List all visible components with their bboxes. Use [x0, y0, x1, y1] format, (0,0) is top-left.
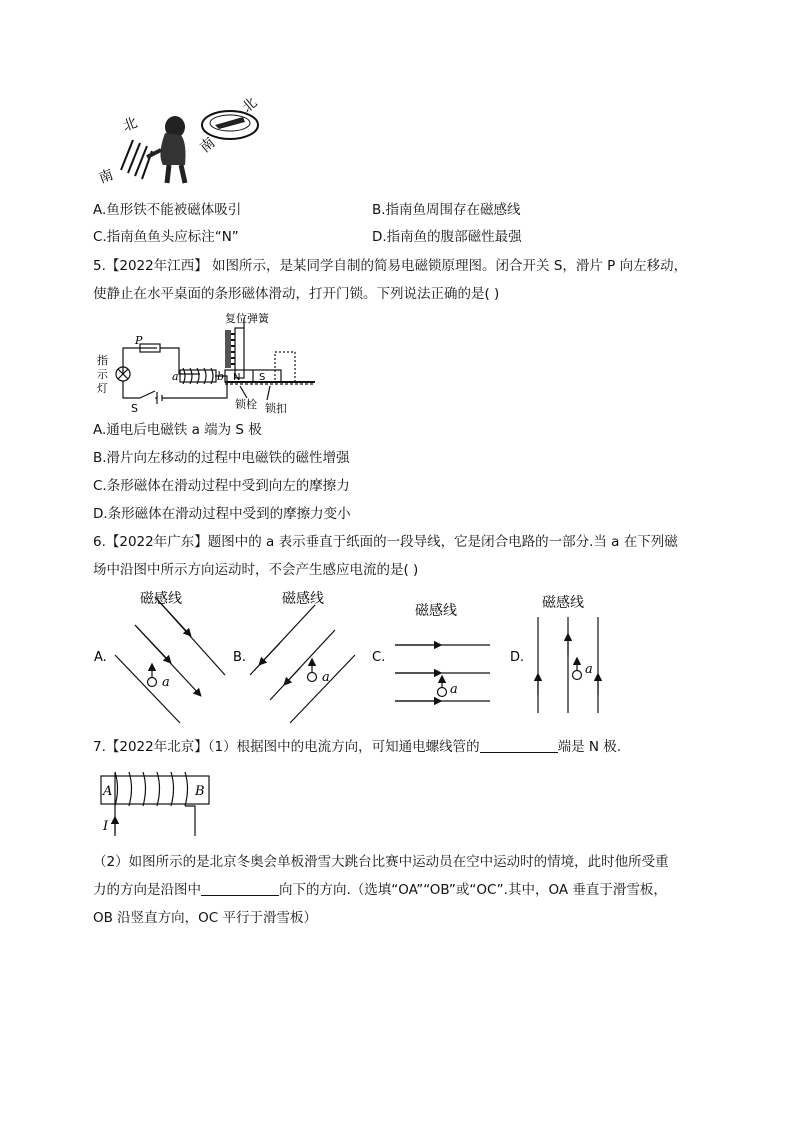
- solenoid-end-a: A: [103, 784, 113, 799]
- panel-d: [510, 594, 598, 713]
- q7-part2-line1: （2）如图所示的是北京冬奥会单板滑雪大跳台比赛中运动员在空中运动时的情境，此时他所受重: [93, 854, 669, 870]
- lamp-label-2: 示: [97, 368, 108, 381]
- q4-option-a: A.鱼形铁不能被磁体吸引: [93, 202, 242, 218]
- panel-d-title: 磁感线: [542, 595, 584, 611]
- q5-stem-line1: 5.【2022年江西】 如图所示，是某同学自制的简易电磁锁原理图。闭合开关 S，滑片 P 向左移动，: [93, 258, 688, 274]
- q7-part2-line3: OB 沿竖直方向，OC 平行于滑雪板）: [93, 910, 318, 926]
- coil-end-a-label: a: [172, 370, 179, 383]
- latch-label: 锁扣: [265, 402, 287, 414]
- panel-b: [233, 590, 355, 723]
- person-illustration: [147, 116, 186, 183]
- south-label-left: 南: [96, 166, 116, 187]
- panel-a-letter: A.: [94, 650, 107, 665]
- panel-b-title: 磁感线: [282, 591, 324, 607]
- q7-part2-text-b: 向下的方向.（选填“OA”“OB”或“OC”.其中，OA 垂直于滑雪板，: [279, 882, 667, 898]
- panel-c: [372, 602, 490, 701]
- q4-option-d: D.指南鱼的腹部磁性最强: [372, 229, 522, 245]
- wire-a-panel-d: [573, 671, 582, 680]
- wire-a-label-panel-b: a: [322, 670, 330, 685]
- magnetic-field-options-figure: [90, 585, 630, 725]
- q5-option-d: D.条形磁体在滑动过程中受到的摩擦力变小: [93, 506, 351, 522]
- switch-s: [140, 391, 155, 398]
- compass-fish-figure: [95, 95, 285, 190]
- q7-part2-text-a: 力的方向是沿图中: [93, 882, 201, 898]
- panel-b-letter: B.: [233, 650, 247, 665]
- wire-a-label-panel-a: a: [162, 675, 170, 690]
- magnet-s-label: S: [259, 372, 266, 383]
- q4-option-b: B.指南鱼周围存在磁感线: [372, 202, 521, 218]
- solenoid-diagram: [95, 768, 220, 840]
- q6-stem-line2: 场中沿图中所示方向运动时，不会产生感应电流的是( ): [93, 562, 419, 578]
- q7-answer-blank-1[interactable]: [480, 738, 558, 753]
- magnet-n-label: N: [233, 372, 241, 383]
- switch-s-label: S: [131, 402, 138, 414]
- north-label-right: 北: [239, 95, 261, 117]
- q5-stem-line2: 使静止在水平桌面的条形磁体滑动，打开门锁。下列说法正确的是( ): [93, 286, 500, 302]
- panel-d-letter: D.: [510, 650, 525, 665]
- lamp-label-1: 指: [97, 354, 108, 367]
- current-label-i: I: [103, 819, 109, 834]
- wire-a-label-panel-c: a: [450, 682, 458, 697]
- latch: [275, 352, 295, 382]
- electromagnetic-lock-diagram: [95, 308, 325, 414]
- south-label-right: 南: [197, 134, 219, 157]
- q7-part2-line2: [93, 880, 667, 900]
- panel-a: [94, 590, 225, 723]
- wire-a-panel-b: [308, 673, 317, 682]
- q5-option-a: A.通电后电磁铁 a 端为 S 极: [93, 422, 262, 438]
- wire-a-panel-a: [148, 678, 157, 687]
- q5-option-b: B.滑片向左移动的过程中电磁铁的磁性增强: [93, 450, 350, 466]
- north-label-left: 北: [120, 114, 140, 135]
- q7-answer-blank-2[interactable]: [201, 881, 279, 896]
- q7-part1-text-a: 7.【2022年北京】（1）根据图中的电流方向，可知通电螺线管的: [93, 739, 480, 755]
- solenoid-end-b: B: [195, 784, 205, 799]
- slider-p-label: P: [135, 334, 143, 347]
- panel-c-title: 磁感线: [415, 603, 457, 619]
- wire-a-label-panel-d: a: [585, 662, 593, 677]
- q5-option-c: C.条形磁体在滑动过程中受到向左的摩擦力: [93, 478, 350, 494]
- wire-a-panel-c: [438, 688, 447, 697]
- q7-part1-line: [93, 737, 621, 757]
- spring-label: 复位弹簧: [225, 312, 269, 325]
- reset-spring: [225, 330, 231, 368]
- panel-a-title: 磁感线: [140, 591, 182, 607]
- panel-c-letter: C.: [372, 650, 386, 665]
- lamp-label-3: 灯: [97, 382, 108, 395]
- q4-option-c: C.指南鱼鱼头应标注“N”: [93, 229, 239, 245]
- bolt-label: 锁栓: [235, 398, 257, 411]
- coil-end-b-label: b: [217, 370, 225, 383]
- q6-stem-line1: 6.【2022年广东】题图中的 a 表示垂直于纸面的一段导线，它是闭合电路的一部分.当 a 在下列磁: [93, 534, 678, 550]
- q7-part1-text-b: 端是 N 极.: [557, 739, 622, 755]
